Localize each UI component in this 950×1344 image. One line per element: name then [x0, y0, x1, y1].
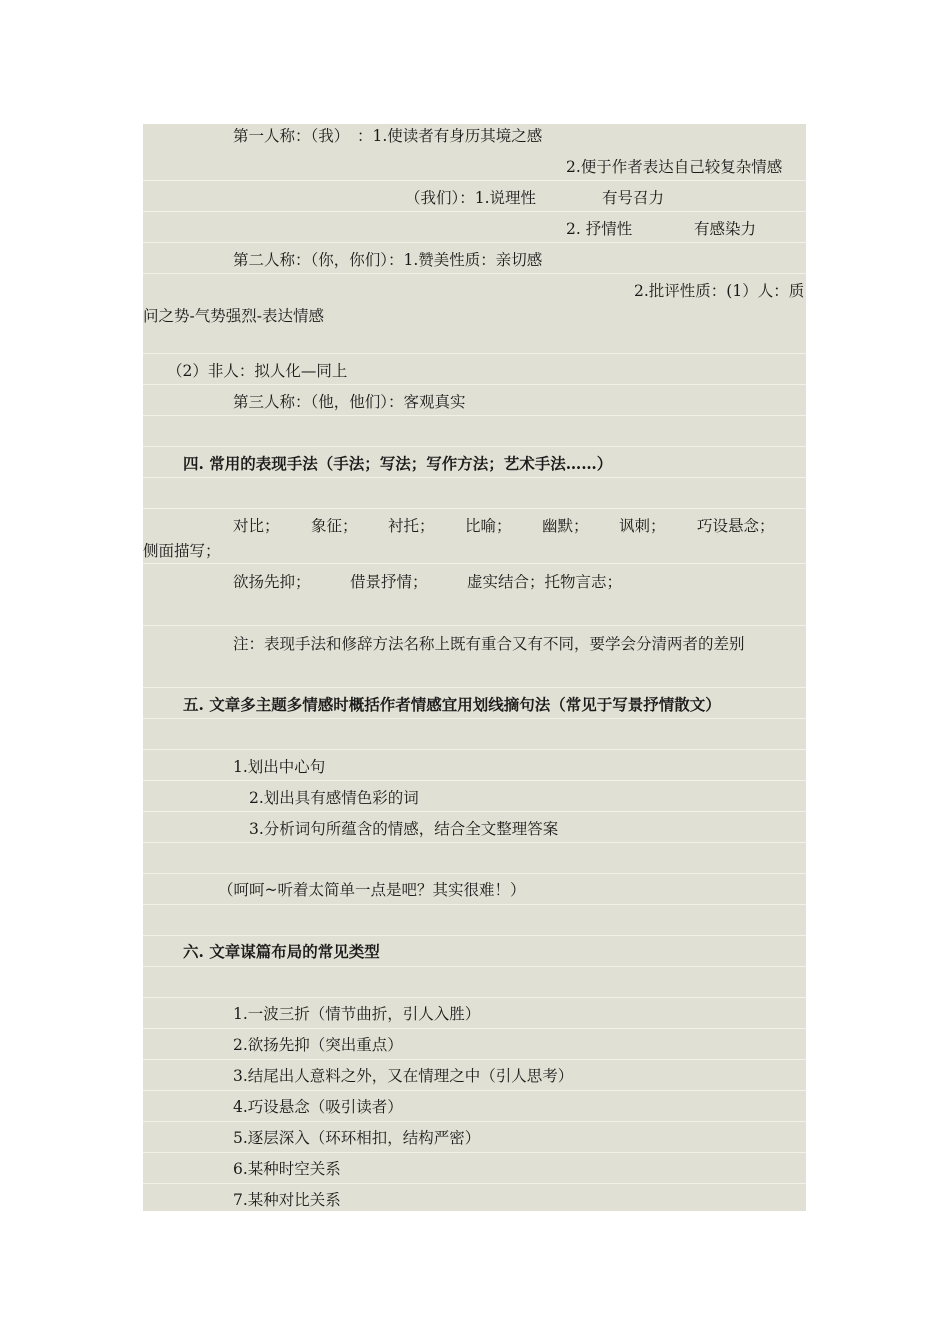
first-person-plural-2-effect: 有感染力 — [694, 220, 757, 238]
rule — [143, 749, 806, 750]
first-person-plural-1-effect: 有号召力 — [602, 189, 665, 207]
rule — [143, 273, 806, 274]
rule — [143, 718, 806, 719]
method-item: 侧面描写； — [143, 542, 221, 560]
rule — [143, 415, 806, 416]
step-item: 3.分析词句所蕴含的情感，结合全文整理答案 — [249, 820, 559, 838]
second-person-line-1: 第二人称：（你，你们）：1.赞美性质：亲切感 — [233, 251, 543, 269]
method-item: 巧设悬念； — [697, 517, 775, 535]
rule — [143, 1059, 806, 1060]
rule — [143, 1028, 806, 1029]
rule — [143, 997, 806, 998]
second-person-line-2-wrap: 问之势-气势强烈-表达情感 — [143, 307, 324, 325]
method-item: 虚实结合；托物言志； — [467, 573, 623, 591]
rule — [143, 625, 806, 626]
method-item: 幽默； — [542, 517, 589, 535]
section-5-remark: （呵呵~听着太简单一点是吧？其实很难！） — [218, 881, 526, 899]
third-person-line: 第三人称：（他，他们）：客观真实 — [233, 393, 466, 411]
rule — [143, 1183, 806, 1184]
rule — [143, 1090, 806, 1091]
rule — [143, 1121, 806, 1122]
section-6-heading: 六. 文章谋篇布局的常见类型 — [183, 942, 380, 961]
second-person-line-3: （2）非人：拟人化—同上 — [167, 362, 348, 380]
rule — [143, 1152, 806, 1153]
method-item: 比喻； — [465, 517, 512, 535]
step-item: 2.划出具有感情色彩的词 — [249, 789, 419, 807]
rule — [143, 353, 806, 354]
rule — [143, 966, 806, 967]
first-person-line-1: 第一人称：（我） ：1.使读者有身历其境之感 — [233, 127, 543, 145]
first-person-plural-2: 2. 抒情性 — [566, 220, 633, 238]
rule — [143, 873, 806, 874]
rule — [143, 811, 806, 812]
rule — [143, 563, 806, 564]
first-person-line-2: 2.便于作者表达自己较复杂情感 — [566, 158, 783, 176]
method-item: 借景抒情； — [350, 573, 428, 591]
rule — [143, 687, 806, 688]
section-5-heading: 五. 文章多主题多情感时概括作者情感宜用划线摘句法（常见于写景抒情散文） — [183, 695, 721, 714]
rule — [143, 211, 806, 212]
layout-type-item: 2.欲扬先抑（突出重点） — [233, 1036, 403, 1054]
method-item: 讽刺； — [619, 517, 666, 535]
layout-type-item: 1.一波三折（情节曲折，引人入胜） — [233, 1005, 481, 1023]
rule — [143, 780, 806, 781]
layout-type-item: 6.某种时空关系 — [233, 1160, 341, 1178]
method-item: 象征； — [311, 517, 358, 535]
rule — [143, 477, 806, 478]
section-4-heading: 四. 常用的表现手法（手法；写法；写作方法；艺术手法……） — [183, 454, 613, 473]
rule — [143, 935, 806, 936]
section-4-note: 注：表现手法和修辞方法名称上既有重合又有不同，要学会分清两者的差别 — [233, 635, 745, 653]
step-item: 1.划出中心句 — [233, 758, 326, 776]
rule — [143, 446, 806, 447]
method-item: 对比； — [233, 517, 280, 535]
layout-type-item: 4.巧设悬念（吸引读者） — [233, 1098, 403, 1116]
method-item: 欲扬先抑； — [233, 573, 311, 591]
rule — [143, 508, 806, 509]
rule — [143, 242, 806, 243]
layout-type-item: 7.某种对比关系 — [233, 1191, 341, 1209]
rule — [143, 180, 806, 181]
rule — [143, 384, 806, 385]
method-item: 衬托； — [388, 517, 435, 535]
first-person-plural-1: （我们）：1.说理性 — [405, 189, 537, 207]
layout-type-item: 3.结尾出人意料之外，又在情理之中（引人思考） — [233, 1067, 574, 1085]
layout-type-item: 5.逐层深入（环环相扣，结构严密） — [233, 1129, 481, 1147]
rule — [143, 904, 806, 905]
rule — [143, 842, 806, 843]
second-person-line-2: 2.批评性质：(1）人：质 — [634, 282, 805, 300]
